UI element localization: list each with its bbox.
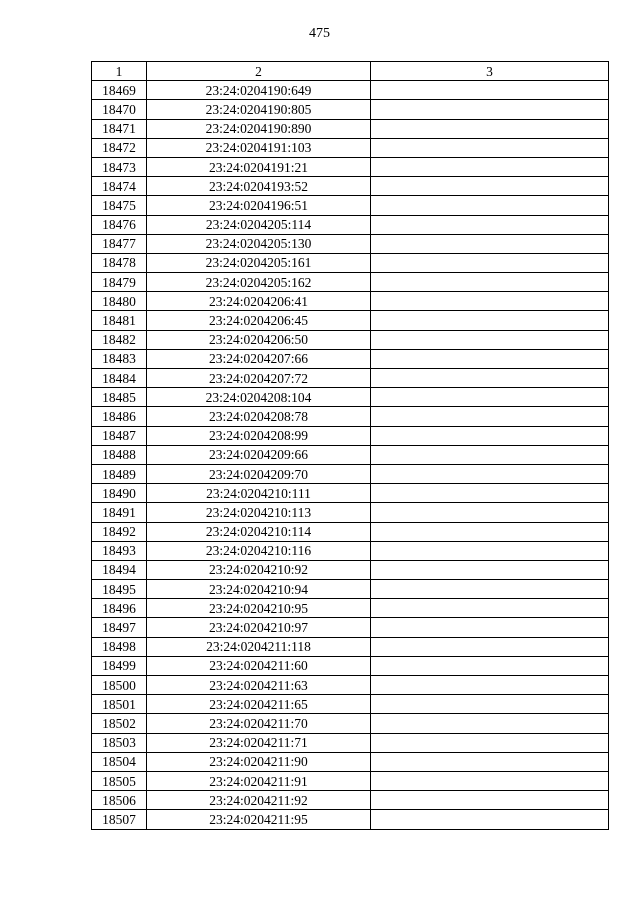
- cadastral-number-cell: 23:24:0204210:94: [147, 580, 371, 599]
- row-number-cell: 18487: [92, 426, 147, 445]
- cadastral-number-cell: 23:24:0204207:72: [147, 369, 371, 388]
- table-row: [92, 676, 609, 695]
- table-row: [92, 81, 609, 100]
- cadastral-number-cell: 23:24:0204191:103: [147, 138, 371, 157]
- cadastral-number-cell: 23:24:0204211:95: [147, 810, 371, 829]
- cadastral-number-cell: 23:24:0204210:113: [147, 503, 371, 522]
- table-row: [92, 464, 609, 483]
- table-row: [92, 791, 609, 810]
- row-number-cell: 18483: [92, 349, 147, 368]
- table-row: [92, 484, 609, 503]
- row-number-cell: 18501: [92, 695, 147, 714]
- notes-cell: [371, 637, 609, 656]
- table-header-row: [92, 62, 609, 81]
- cadastral-number-cell: 23:24:0204211:60: [147, 656, 371, 675]
- row-number-cell: 18495: [92, 580, 147, 599]
- cadastral-number-cell: 23:24:0204205:161: [147, 253, 371, 272]
- notes-cell: [371, 791, 609, 810]
- cadastral-number-cell: 23:24:0204190:649: [147, 81, 371, 100]
- table-row: [92, 522, 609, 541]
- row-number-cell: 18477: [92, 234, 147, 253]
- table-row: [92, 157, 609, 176]
- notes-cell: [371, 676, 609, 695]
- notes-cell: [371, 656, 609, 675]
- cadastral-number-cell: 23:24:0204211:90: [147, 752, 371, 771]
- table-row: [92, 349, 609, 368]
- row-number-cell: 18498: [92, 637, 147, 656]
- row-number-cell: 18493: [92, 541, 147, 560]
- table-row: [92, 407, 609, 426]
- cadastral-number-cell: 23:24:0204190:890: [147, 119, 371, 138]
- row-number-cell: 18471: [92, 119, 147, 138]
- row-number-cell: 18469: [92, 81, 147, 100]
- row-number-cell: 18492: [92, 522, 147, 541]
- table-row: [92, 177, 609, 196]
- column-header-1: 1: [92, 62, 147, 81]
- notes-cell: [371, 311, 609, 330]
- row-number-cell: 18507: [92, 810, 147, 829]
- table-row: [92, 196, 609, 215]
- table-row: [92, 311, 609, 330]
- table-row: [92, 234, 609, 253]
- row-number-cell: 18481: [92, 311, 147, 330]
- notes-cell: [371, 273, 609, 292]
- table-row: [92, 330, 609, 349]
- notes-cell: [371, 752, 609, 771]
- row-number-cell: 18502: [92, 714, 147, 733]
- notes-cell: [371, 599, 609, 618]
- table-row: [92, 215, 609, 234]
- notes-cell: [371, 177, 609, 196]
- cadastral-number-cell: 23:24:0204210:116: [147, 541, 371, 560]
- cadastral-number-cell: 23:24:0204210:92: [147, 560, 371, 579]
- notes-cell: [371, 695, 609, 714]
- row-number-cell: 18478: [92, 253, 147, 272]
- notes-cell: [371, 484, 609, 503]
- cadastral-number-cell: 23:24:0204191:21: [147, 157, 371, 176]
- notes-cell: [371, 522, 609, 541]
- notes-cell: [371, 81, 609, 100]
- row-number-cell: 18491: [92, 503, 147, 522]
- notes-cell: [371, 119, 609, 138]
- cadastral-number-cell: 23:24:0204211:71: [147, 733, 371, 752]
- row-number-cell: 18470: [92, 100, 147, 119]
- table-row: [92, 273, 609, 292]
- notes-cell: [371, 733, 609, 752]
- row-number-cell: 18490: [92, 484, 147, 503]
- row-number-cell: 18476: [92, 215, 147, 234]
- row-number-cell: 18479: [92, 273, 147, 292]
- notes-cell: [371, 292, 609, 311]
- cadastral-table: [91, 61, 609, 830]
- cadastral-number-cell: 23:24:0204206:41: [147, 292, 371, 311]
- row-number-cell: 18505: [92, 771, 147, 790]
- notes-cell: [371, 714, 609, 733]
- cadastral-number-cell: 23:24:0204205:162: [147, 273, 371, 292]
- table-row: [92, 560, 609, 579]
- table-row: [92, 656, 609, 675]
- notes-cell: [371, 369, 609, 388]
- table-row: [92, 100, 609, 119]
- notes-cell: [371, 541, 609, 560]
- table-row: [92, 771, 609, 790]
- cadastral-number-cell: 23:24:0204208:78: [147, 407, 371, 426]
- row-number-cell: 18482: [92, 330, 147, 349]
- cadastral-number-cell: 23:24:0204207:66: [147, 349, 371, 368]
- row-number-cell: 18503: [92, 733, 147, 752]
- notes-cell: [371, 618, 609, 637]
- notes-cell: [371, 196, 609, 215]
- notes-cell: [371, 771, 609, 790]
- row-number-cell: 18499: [92, 656, 147, 675]
- cadastral-number-cell: 23:24:0204210:95: [147, 599, 371, 618]
- cadastral-number-cell: 23:24:0204208:99: [147, 426, 371, 445]
- cadastral-number-cell: 23:24:0204210:111: [147, 484, 371, 503]
- notes-cell: [371, 503, 609, 522]
- row-number-cell: 18504: [92, 752, 147, 771]
- table-row: [92, 810, 609, 829]
- row-number-cell: 18475: [92, 196, 147, 215]
- notes-cell: [371, 407, 609, 426]
- table-row: [92, 369, 609, 388]
- notes-cell: [371, 330, 609, 349]
- cadastral-number-cell: 23:24:0204190:805: [147, 100, 371, 119]
- table-row: [92, 580, 609, 599]
- cadastral-number-cell: 23:24:0204208:104: [147, 388, 371, 407]
- cadastral-number-cell: 23:24:0204211:92: [147, 791, 371, 810]
- notes-cell: [371, 560, 609, 579]
- notes-cell: [371, 580, 609, 599]
- table-row: [92, 426, 609, 445]
- cadastral-number-cell: 23:24:0204209:66: [147, 445, 371, 464]
- cadastral-number-cell: 23:24:0204211:63: [147, 676, 371, 695]
- table-row: [92, 388, 609, 407]
- notes-cell: [371, 100, 609, 119]
- table-row: [92, 292, 609, 311]
- table-row: [92, 733, 609, 752]
- table-row: [92, 503, 609, 522]
- notes-cell: [371, 349, 609, 368]
- notes-cell: [371, 388, 609, 407]
- notes-cell: [371, 138, 609, 157]
- row-number-cell: 18496: [92, 599, 147, 618]
- table-row: [92, 445, 609, 464]
- column-header-2: 2: [147, 62, 371, 81]
- notes-cell: [371, 464, 609, 483]
- table-row: [92, 541, 609, 560]
- table-row: [92, 752, 609, 771]
- cadastral-number-cell: 23:24:0204211:118: [147, 637, 371, 656]
- cadastral-number-cell: 23:24:0204196:51: [147, 196, 371, 215]
- row-number-cell: 18489: [92, 464, 147, 483]
- notes-cell: [371, 445, 609, 464]
- table-row: [92, 637, 609, 656]
- cadastral-number-cell: 23:24:0204211:65: [147, 695, 371, 714]
- row-number-cell: 18472: [92, 138, 147, 157]
- row-number-cell: 18485: [92, 388, 147, 407]
- cadastral-number-cell: 23:24:0204205:130: [147, 234, 371, 253]
- cadastral-number-cell: 23:24:0204210:97: [147, 618, 371, 637]
- row-number-cell: 18488: [92, 445, 147, 464]
- cadastral-number-cell: 23:24:0204209:70: [147, 464, 371, 483]
- column-header-3: 3: [371, 62, 609, 81]
- cadastral-number-cell: 23:24:0204206:50: [147, 330, 371, 349]
- cadastral-number-cell: 23:24:0204206:45: [147, 311, 371, 330]
- cadastral-number-cell: 23:24:0204210:114: [147, 522, 371, 541]
- row-number-cell: 18486: [92, 407, 147, 426]
- row-number-cell: 18480: [92, 292, 147, 311]
- row-number-cell: 18500: [92, 676, 147, 695]
- row-number-cell: 18506: [92, 791, 147, 810]
- notes-cell: [371, 810, 609, 829]
- cadastral-number-cell: 23:24:0204193:52: [147, 177, 371, 196]
- cadastral-number-cell: 23:24:0204205:114: [147, 215, 371, 234]
- table-body: [92, 81, 609, 829]
- page-number: 475: [309, 26, 330, 41]
- notes-cell: [371, 426, 609, 445]
- table-row: [92, 618, 609, 637]
- row-number-cell: 18473: [92, 157, 147, 176]
- table-row: [92, 253, 609, 272]
- row-number-cell: 18474: [92, 177, 147, 196]
- notes-cell: [371, 157, 609, 176]
- table-row: [92, 695, 609, 714]
- notes-cell: [371, 215, 609, 234]
- notes-cell: [371, 234, 609, 253]
- notes-cell: [371, 253, 609, 272]
- row-number-cell: 18494: [92, 560, 147, 579]
- table-row: [92, 599, 609, 618]
- cadastral-number-cell: 23:24:0204211:70: [147, 714, 371, 733]
- row-number-cell: 18484: [92, 369, 147, 388]
- row-number-cell: 18497: [92, 618, 147, 637]
- table-row: [92, 138, 609, 157]
- table-row: [92, 119, 609, 138]
- cadastral-number-cell: 23:24:0204211:91: [147, 771, 371, 790]
- table-row: [92, 714, 609, 733]
